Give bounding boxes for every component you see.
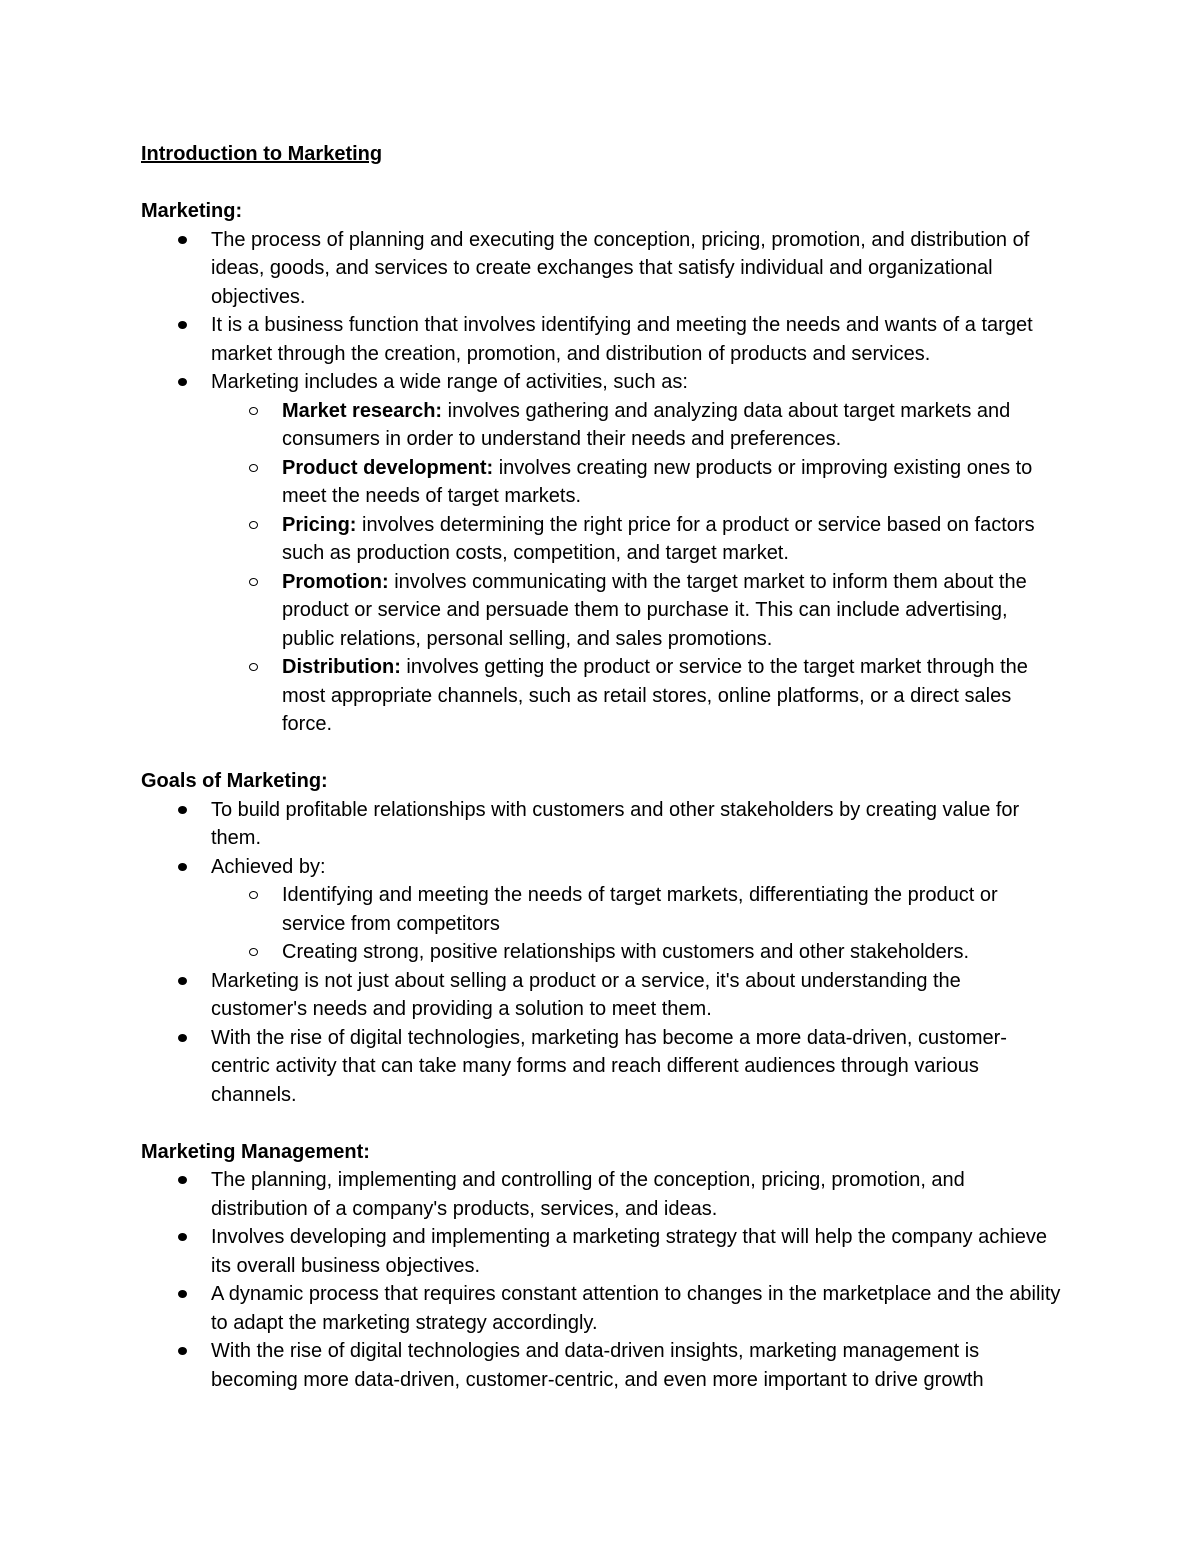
activity-text: involves determining the right price for a product or service based on factors such as production costs, competition, and target market. [282,513,1035,564]
bullet-icon [178,806,187,814]
list-item-text: With the rise of digital technologies and data-driven insights, marketing management is becoming more data-driven, customer-centric, and even more important to drive growth [211,1340,984,1391]
section-marketing [141,197,1061,739]
activity-term: Promotion: [282,570,389,593]
hollow-bullet-icon [249,464,258,472]
list-item [211,1024,1061,1110]
section-heading-marketing: Marketing: [141,200,243,222]
hollow-bullet-icon [249,578,258,586]
list-item [211,226,1061,312]
list-item [211,796,1061,853]
list-item [211,1223,1061,1280]
list-item [211,1280,1061,1337]
section-heading-management: Marketing Management: [141,1140,370,1163]
activity-text: involves creating new products or improving existing ones to meet the needs of target markets. [282,456,1033,507]
activity-text: involves communicating with the target market to inform them about the product or service and persuade them to purchase it. This can include advertising, public relations, personal selling, and sales promotions. [282,570,1027,650]
achieved-by-list [211,881,1061,967]
list-item [282,881,1061,938]
list-item [282,653,1061,739]
hollow-bullet-icon [249,407,258,415]
list-item-text: It is a business function that involves identifying and meeting the needs and wants of a target market through the creation, promotion, and distribution of products and services. [211,314,1033,365]
list-item [282,454,1061,511]
bullet-icon [178,321,187,329]
list-item-text: Identifying and meeting the needs of target markets, differentiating the product or service from competitors [282,884,998,935]
bullet-icon [178,1233,187,1241]
activity-term: Product development: [282,456,494,479]
list-item [282,568,1061,654]
list-item [282,938,1061,967]
list-item-text: The process of planning and executing the conception, pricing, promotion, and distribution of ideas, goods, and services to create exchanges that satisfy individual and organizational objectives. [211,228,1030,308]
list-item-text: Marketing is not just about selling a product or a service, it's about understanding the customer's needs and providing a solution to meet them. [211,969,961,1020]
list-item [211,1166,1061,1223]
hollow-bullet-icon [249,521,258,529]
bullet-icon [178,1290,187,1298]
bullet-icon [178,977,187,985]
activity-text: involves getting the product or service to the target market through the most appropriate channels, such as retail stores, online platforms, or a direct sales force. [282,656,1028,735]
document-page [141,140,1061,1423]
section-goals [141,767,1061,1109]
document-title: Introduction to Marketing [141,143,383,165]
goals-list [141,796,1061,1110]
list-item [211,311,1061,368]
marketing-list [141,226,1061,739]
marketing-activities-list [211,397,1061,739]
list-item [211,368,1061,739]
bullet-icon [178,863,187,871]
bullet-icon [178,236,187,244]
activity-text: involves gathering and analyzing data about target markets and consumers in order to understand their needs and preferences. [282,399,1011,450]
section-heading-goals: Goals of Marketing: [141,770,328,792]
list-item-text: Involves developing and implementing a marketing strategy that will help the company achieve its overall business objectives. [211,1226,1048,1277]
list-item-text: A dynamic process that requires constant attention to changes in the marketplace and the ability to adapt the marketing strategy accordingly. [211,1283,1061,1334]
list-item-text: Creating strong, positive relationships with customers and other stakeholders. [282,941,970,963]
list-item-text: To build profitable relationships with customers and other stakeholders by creating value for them. [211,798,1020,849]
list-item-text: The planning, implementing and controlling of the conception, pricing, promotion, and distribution of a company's products, services, and ideas. [211,1169,965,1220]
list-item-text: Marketing includes a wide range of activities, such as: [211,371,688,393]
bullet-icon [178,378,187,386]
hollow-bullet-icon [249,891,258,899]
activity-term: Pricing: [282,513,357,536]
list-item [282,511,1061,568]
management-list [141,1166,1061,1394]
list-item [211,1337,1061,1394]
list-item [211,853,1061,967]
activity-term: Distribution: [282,656,401,678]
list-item-text: Achieved by: [211,855,326,878]
bullet-icon [178,1176,187,1184]
hollow-bullet-icon [249,663,258,671]
section-management [141,1138,1061,1395]
list-item-text: With the rise of digital technologies, marketing has become a more data-driven, customer-centric activity that can take many forms and reach different audiences through various channels. [211,1026,1007,1106]
bullet-icon [178,1347,187,1355]
list-item [282,397,1061,454]
hollow-bullet-icon [249,948,258,956]
bullet-icon [178,1034,187,1042]
activity-term: Market research: [282,399,443,422]
list-item [211,967,1061,1024]
